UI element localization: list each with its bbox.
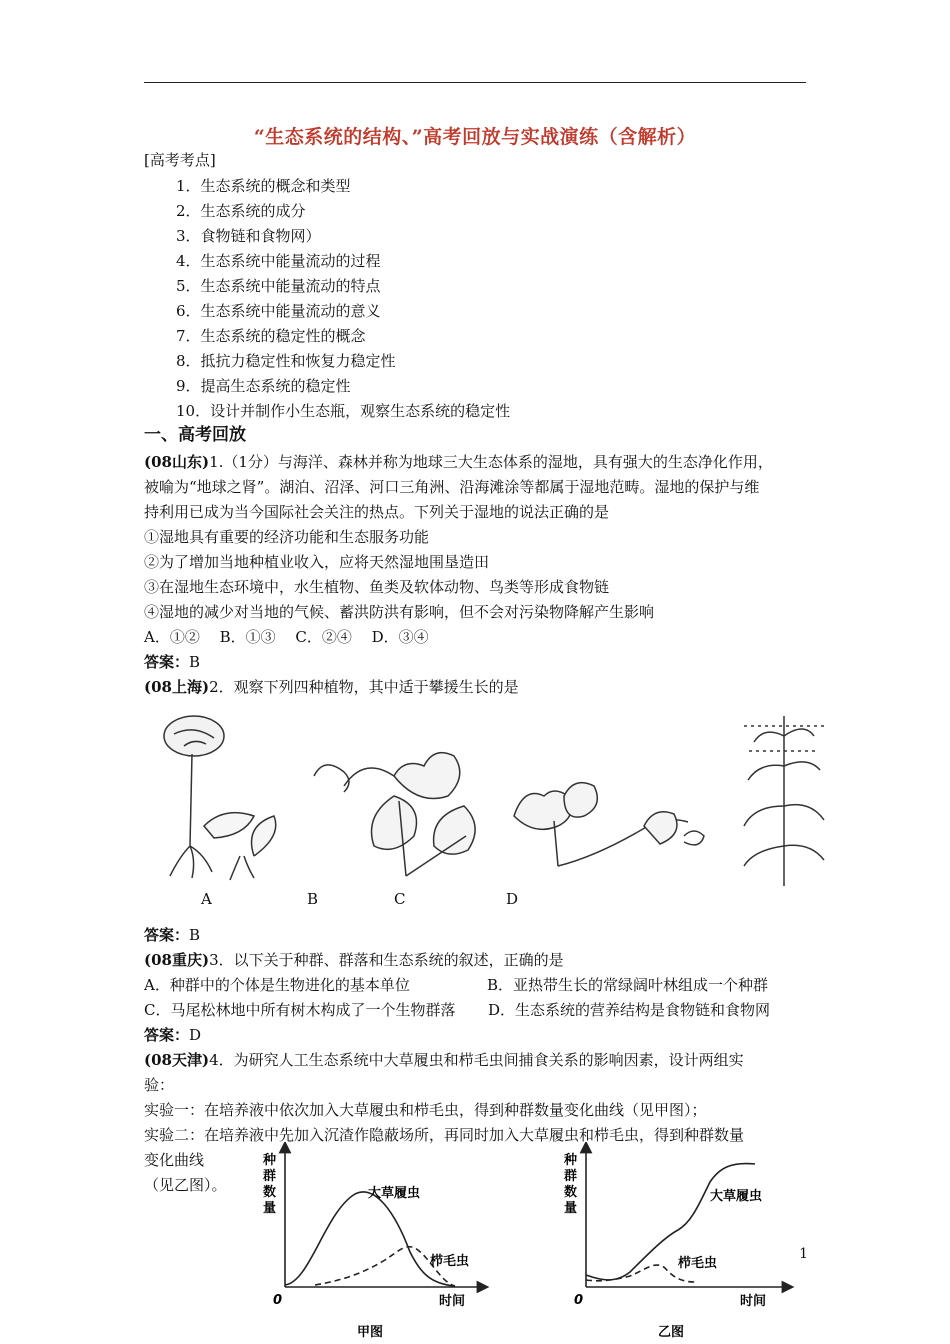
plant-a-drawing xyxy=(164,716,276,880)
kaodian-item: 4．生态系统中能量流动的过程 xyxy=(176,252,381,270)
y-label-char: 数 xyxy=(263,1185,277,1200)
graph-caption: 甲图 xyxy=(357,1325,384,1340)
graph-yi xyxy=(560,1142,800,1342)
graph-jia xyxy=(255,1142,495,1342)
kaodian-item: 9．提高生态系统的稳定性 xyxy=(176,377,351,395)
question-source: (08山东) xyxy=(144,453,210,471)
experiment-1: 实验一：在培养液中依次加入大草履虫和栉毛虫，得到种群数量变化曲线（见甲图）； xyxy=(144,1101,707,1119)
statement-item: ④湿地的减少对当地的气候、蓄洪防洪有影响，但不会对污染物降解产生影响 xyxy=(144,603,655,621)
question-4-line: 验： xyxy=(144,1076,175,1094)
kaodian-item: 2．生态系统的成分 xyxy=(176,202,306,220)
question-source: (08重庆) xyxy=(144,951,210,969)
origin-label: 0 xyxy=(574,1293,584,1308)
question-3-line xyxy=(144,950,564,970)
question-2-line xyxy=(144,677,519,697)
statement-item: ③在湿地生态环境中，水生植物、鱼类及软体动物、鸟类等形成食物链 xyxy=(144,578,610,596)
option-a: A．种群中的个体是生物进化的基本单位 xyxy=(144,976,410,994)
statement-item: ②为了增加当地种植业收入，应将天然湿地围垦造田 xyxy=(144,553,490,571)
kaodian-item: 8．抵抗力稳定性和恢复力稳定性 xyxy=(176,352,396,370)
option-b: B．亚热带生长的常绿阔叶林组成一个种群 xyxy=(487,976,769,994)
kaodian-item: 7．生态系统的稳定性的概念 xyxy=(176,327,366,345)
question-text: 2．观察下列四种植物，其中适于攀援生长的是 xyxy=(209,678,519,696)
y-label-char: 群 xyxy=(263,1169,277,1184)
experiment-2: 实验二：在培养液中先加入沉渣作隐蔽场所，再同时加入大草履虫和栉毛虫，得到种群数量 xyxy=(144,1126,745,1144)
answer-label: 答案： xyxy=(144,1026,190,1044)
question-1-line: 被喻为“地球之肾”。湖泊、沼泽、河口三角洲、沿海滩涂等都属于湿地范畴。湿地的保护与维 xyxy=(144,478,760,496)
header-rule xyxy=(144,82,806,83)
y-label-char: 量 xyxy=(263,1201,277,1216)
y-label-char: 种 xyxy=(263,1153,277,1168)
question-text: 3．以下关于种群、群落和生态系统的叙述，正确的是 xyxy=(209,951,564,969)
document-title: “生态系统的结构、”高考回放与实战演练（含解析） xyxy=(253,126,697,148)
plant-b-drawing xyxy=(314,753,475,876)
question-4-line xyxy=(144,1050,744,1070)
y-label-char: 数 xyxy=(564,1185,578,1200)
answer-label: 答案： xyxy=(144,653,190,671)
section-heading: 一、高考回放 xyxy=(144,425,246,445)
series-label: 大草履虫 xyxy=(710,1189,763,1204)
answer-line xyxy=(144,925,200,945)
experiment-2-cont: （见乙图）。 xyxy=(144,1176,227,1194)
plant-label: A xyxy=(201,890,212,908)
y-label-char: 种 xyxy=(564,1153,578,1168)
answer-value: B xyxy=(189,653,201,671)
series-label: 大草履虫 xyxy=(368,1186,421,1201)
plant-c-drawing xyxy=(514,783,704,866)
answer-value: D xyxy=(189,1026,202,1044)
question-1-line: 持利用已成为当今国际社会关注的热点。下列关于湿地的说法正确的是 xyxy=(144,503,610,521)
series-label: 栉毛虫 xyxy=(430,1254,470,1269)
option-d: D．生态系统的营养结构是食物链和食物网 xyxy=(488,1001,771,1019)
plant-label: D xyxy=(506,890,519,908)
question-text: 4．为研究人工生态系统中大草履虫和栉毛虫间捕食关系的影响因素，设计两组实 xyxy=(209,1051,744,1069)
series-label: 栉毛虫 xyxy=(678,1256,718,1271)
kaodian-header: [高考考点] xyxy=(144,151,216,169)
y-label-char: 量 xyxy=(564,1201,578,1216)
answer-label: 答案： xyxy=(144,926,190,944)
kaodian-item: 5．生态系统中能量流动的特点 xyxy=(176,277,381,295)
statement-item: ①湿地具有重要的经济功能和生态服务功能 xyxy=(144,528,430,546)
plant-label: C xyxy=(394,890,406,908)
option-c: C．马尾松林地中所有树木构成了一个生物群落 xyxy=(144,1001,456,1019)
graph-caption: 乙图 xyxy=(658,1325,685,1340)
kaodian-item: 6．生态系统中能量流动的意义 xyxy=(176,302,381,320)
series-paramecium-curve xyxy=(285,1192,455,1286)
experiment-2-cont: 变化曲线 xyxy=(144,1151,205,1169)
kaodian-item: 1．生态系统的概念和类型 xyxy=(176,177,351,195)
x-label: 时间 xyxy=(439,1294,466,1309)
plant-d-drawing xyxy=(744,716,824,886)
plant-illustrations xyxy=(144,706,834,896)
x-label: 时间 xyxy=(740,1294,767,1309)
answer-line xyxy=(144,1025,201,1045)
plant-label: B xyxy=(307,890,319,908)
kaodian-item: 3．食物链和食物网） xyxy=(176,227,321,245)
answer-value: B xyxy=(189,926,201,944)
answer-options: A．①② B．①③ C．②④ D．③④ xyxy=(144,628,429,646)
page-number: 1 xyxy=(799,1246,808,1262)
origin-label: 0 xyxy=(273,1293,283,1308)
question-source: (08上海) xyxy=(144,678,210,696)
series-paramecium-curve xyxy=(586,1164,755,1280)
question-1-line xyxy=(144,452,773,472)
answer-line xyxy=(144,652,200,672)
y-label-char: 群 xyxy=(564,1169,578,1184)
question-text: 1.（1分）与海洋、森林并称为地球三大生态体系的湿地，具有强大的生态净化作用， xyxy=(209,453,773,471)
question-source: (08天津) xyxy=(144,1051,210,1069)
kaodian-item: 10．设计并制作小生态瓶，观察生态系统的稳定性 xyxy=(176,402,511,420)
